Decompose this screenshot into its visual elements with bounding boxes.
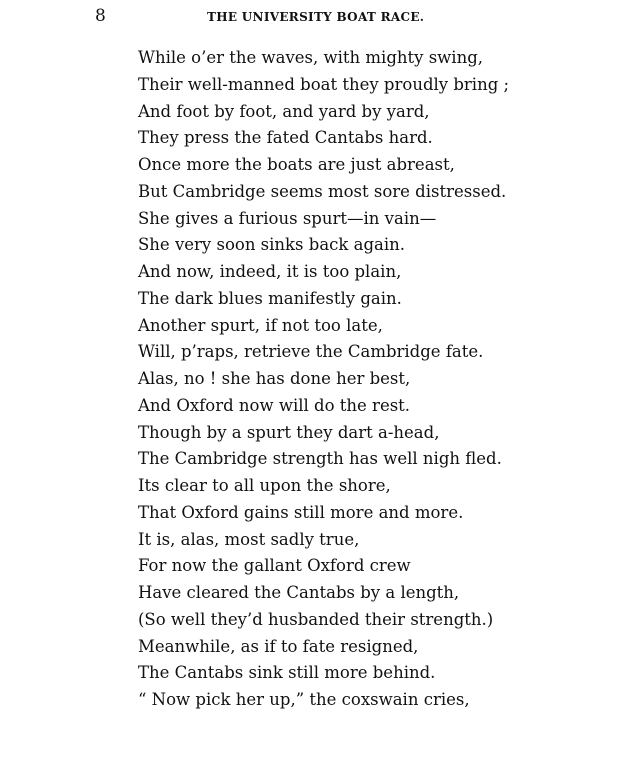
poem-line: Another spurt, if not too late, [138,315,383,335]
poem-line: Once more the boats are just abreast, [138,155,455,174]
poem-line: “ Now pick her up,” the coxswain cries, [138,690,470,709]
poem-line: Will, p’raps, retrieve the Cambridge fate. [138,342,484,362]
poem-line: She very soon sinks back again. [138,235,406,255]
poem-line: It is, alas, most sadly true, [138,529,360,549]
poem-line: But Cambridge seems most sore distressed. [138,181,507,201]
poem-text [138,45,558,714]
poem-line: And foot by foot, and yard by yard, [138,101,430,121]
poem-line: Its clear to all upon the shore, [138,476,391,495]
poem-line: And now, indeed, it is too plain, [138,262,402,281]
poem-line: Their well-manned boat they proudly bring ; [138,74,510,94]
poem-line: She gives a furious spurt—in vain— [138,208,437,228]
page-number: 8 [95,6,106,26]
poem-line: Meanwhile, as if to fate resigned, [138,636,419,656]
poem-line: Alas, no ! she has done her best, [138,369,411,388]
poem-line: While o’er the waves, with mighty swing, [138,48,484,67]
poem-line: The Cantabs sink still more behind. [138,663,436,683]
poem-line: They press the fated Cantabs hard. [138,128,433,148]
poem-line: The dark blues manifestly gain. [138,288,402,308]
poem-line: (So well they’d husbanded their strength.) [138,609,494,629]
running-head: THE UNIVERSITY BOAT RACE. [207,10,425,24]
poem-line: And Oxford now will do the rest. [138,395,411,415]
poem-line: Though by a spurt they dart a-head, [138,422,440,442]
poem-line: Have cleared the Cantabs by a length, [138,583,460,602]
poem-line: For now the gallant Oxford crew [138,556,411,576]
poem-line: The Cambridge strength has well nigh fled. [138,449,502,469]
poem-line: That Oxford gains still more and more. [138,502,464,522]
